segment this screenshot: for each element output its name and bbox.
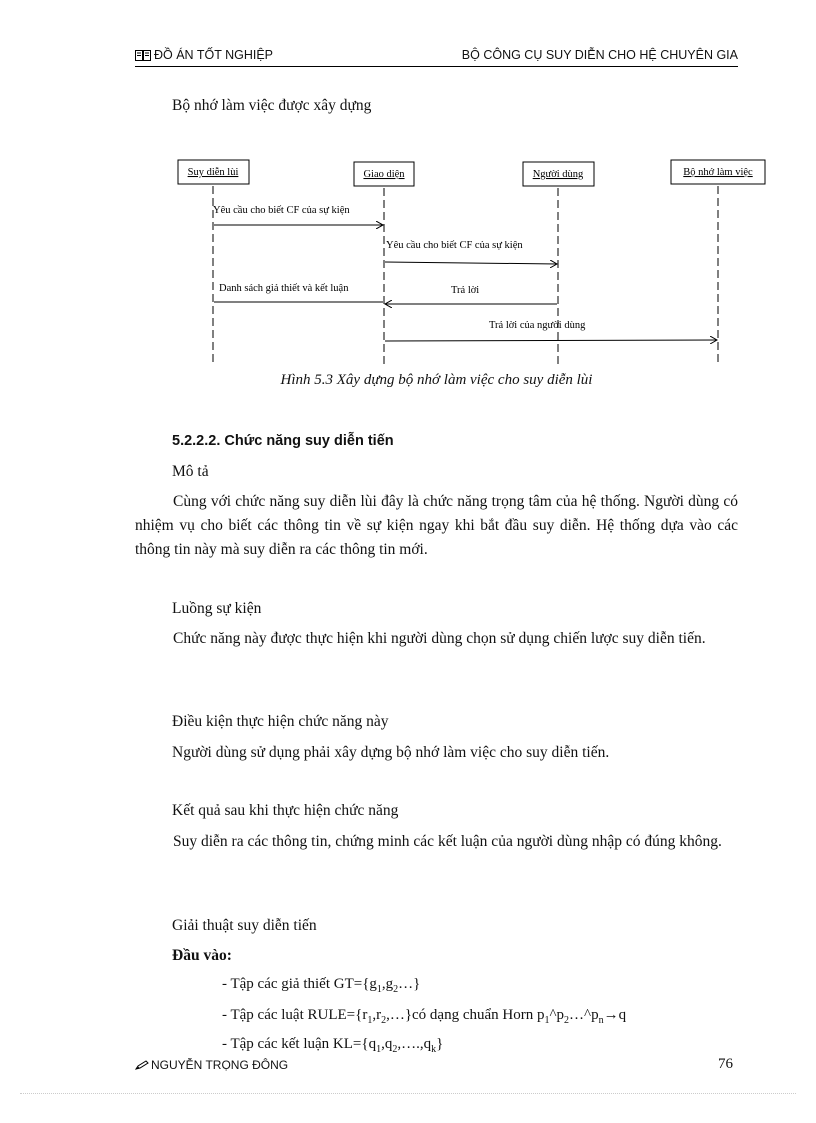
actor-giao-dien (354, 162, 414, 186)
author-name: NGUYỄN TRỌNG ĐÔNG (151, 1058, 289, 1072)
input-ket-luan: - Tập các kết luận $KL=\{q_1,q_2,\dots.,q_k\}$ (222, 1036, 444, 1055)
header-left (135, 48, 273, 62)
input-gia-thiet: - Tập các giả thiết $GT=\{g_1,g_2\dots\}$ (222, 976, 421, 995)
svg-text:Yêu cầu cho biết CF của sự kiệ: Yêu cầu cho biết CF của sự kiện (213, 205, 350, 216)
svg-text:Yêu cầu cho biết CF của sự kiệ: Yêu cầu cho biết CF của sự kiện (386, 240, 523, 251)
dieu-kien-label: Điều kiện thực hiện chức năng này (172, 713, 389, 730)
message-4 (385, 285, 557, 304)
dieu-kien-paragraph: Người dùng sử dụng phải xây dựng bộ nhớ làm việc cho suy diễn tiến. (172, 744, 610, 761)
svg-text:Trả lời: Trả lời (451, 285, 480, 296)
giai-thuat-label: Giải thuật suy diễn tiến (172, 917, 317, 934)
mo-ta-label: Mô tả (172, 463, 209, 480)
page-number: 76 (718, 1056, 733, 1072)
svg-text:Người dùng: Người dùng (532, 169, 584, 180)
message-3 (214, 283, 383, 302)
svg-text:Danh sách giả thiết và kết luậ: Danh sách giả thiết và kết luận (219, 283, 349, 294)
bottom-divider (20, 1093, 796, 1094)
intro-heading: Bộ nhớ làm việc được xây dựng (172, 97, 372, 114)
sequence-diagram (0, 150, 816, 370)
header-subtitle: BỘ CÔNG CỤ SUY DIỄN CHO HỆ CHUYÊN GIA (461, 48, 738, 62)
dau-vao-label: Đầu vào: (172, 947, 232, 964)
footer-author (135, 1058, 288, 1072)
book-icon (135, 50, 151, 61)
actor-nguoi-dung (523, 162, 594, 186)
actor-suy-dien-lui (178, 160, 249, 184)
message-5 (385, 320, 717, 341)
svg-text:Bộ nhớ làm việc: Bộ nhớ làm việc (683, 167, 753, 178)
header-title: ĐỒ ÁN TỐT NGHIỆP (154, 48, 274, 62)
luong-su-kien-label: Luồng sự kiện (172, 600, 262, 617)
figure-caption: Hình 5.3 Xây dựng bộ nhớ làm việc cho suy diễn lùi (280, 372, 593, 388)
input-luat: - Tập các luật $RULE=\{r_1,r_2,\dots\}có$ dạng chuẩn Horn $p_1\^{}p_2\dots\^{}p_n\to q$ (222, 1007, 627, 1026)
ket-qua-label: Kết quả sau khi thực hiện chức năng (172, 802, 399, 819)
svg-text:Trả lời của người dùng: Trả lời của người dùng (489, 320, 586, 331)
luong-su-kien-paragraph: Chức năng này được thực hiện khi người dùng chọn sử dụng chiến lược suy diễn tiến. (173, 630, 706, 647)
mo-ta-paragraph: Cùng với chức năng suy diễn lùi đây là chức năng trọng tâm của hệ thống. Người dùng có nhiệm vụ cho biết các thông tin về sự kiện ngay khi bắt đầu suy diễn. Hệ thống dựa vào các thông tin này mà suy diễn ra các thông tin mới. (135, 493, 738, 558)
section-title: 5.2.2.2. Chức năng suy diễn tiến (172, 433, 394, 449)
actor-bo-nho-lam-viec (671, 160, 765, 184)
message-2 (385, 240, 557, 264)
page-header (135, 44, 738, 67)
svg-text:Giao diện: Giao diện (363, 169, 405, 180)
svg-text:Suy diễn lùi: Suy diễn lùi (187, 167, 239, 178)
pen-icon (135, 1060, 149, 1070)
ket-qua-paragraph: Suy diễn ra các thông tin, chứng minh các kết luận của người dùng nhập có đúng không. (173, 833, 722, 850)
message-1 (213, 205, 383, 225)
